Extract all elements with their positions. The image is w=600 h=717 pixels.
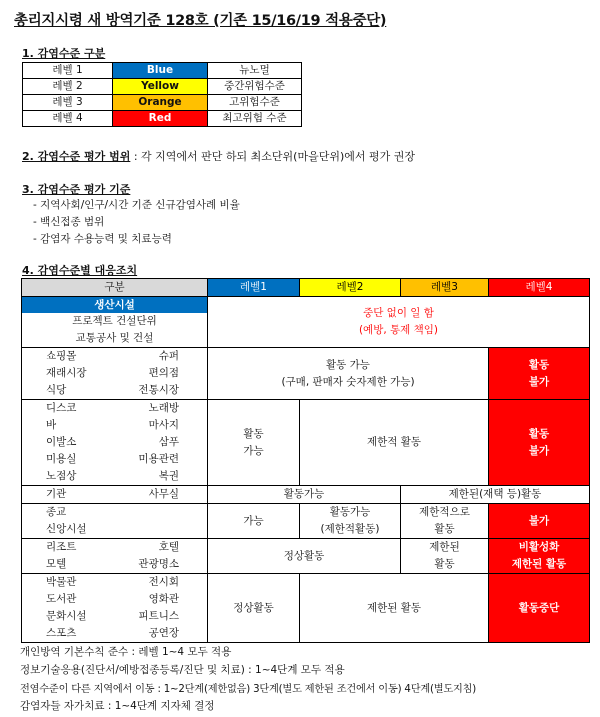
level-color-red: Red: [113, 111, 208, 127]
culture-mid: 제한된 활동: [300, 574, 489, 643]
header-category: 구분: [22, 279, 208, 297]
category-shopping: 쇼핑몰 슈퍼 재래시장 편의점 식당 전통시장: [22, 348, 208, 400]
category-culture: 박물관 전시회 도서관 영화관 문화시설 피트니스 스포츠 공연장: [22, 574, 208, 643]
tourism-level3: 제한된 활동: [401, 539, 489, 574]
level-color-orange: Orange: [113, 95, 208, 111]
table-row: [22, 297, 590, 348]
criteria-item: - 백신접종 범위: [33, 216, 105, 228]
table-header: [22, 279, 590, 297]
culture-level1: 정상활동: [208, 574, 300, 643]
entertainment-level1: 활동 가능: [208, 400, 300, 486]
section1-heading: 1. 감염수준 구분: [22, 47, 106, 60]
section3-heading: 3. 감염수준 평가 기준: [22, 183, 131, 196]
footer-note: 감염자들 자가치료 : 1~4단계 지자체 결정: [20, 700, 215, 712]
footer-note: 정보기술응용(진단서/예방접종등록/진단 및 치료) : 1~4단계 모두 적용: [20, 664, 345, 676]
tourism-level12: 정상활동: [208, 539, 401, 574]
level-desc: 뉴노멀: [208, 63, 302, 79]
category-entertainment: 디스코 노래방 바 마사지 이발소 삼푸 미용실 미용관련 노점상 복권: [22, 400, 208, 486]
header-level2: 레벨2: [300, 279, 401, 297]
level-row-3: [23, 95, 302, 111]
tourism-level4: 비활성화 제한된 활동: [489, 539, 590, 574]
section2-heading: 2. 감염수준 평가 범위: [22, 150, 131, 163]
level-color-yellow: Yellow: [113, 79, 208, 95]
section4-heading: 4. 감염수준별 대응조치: [22, 264, 138, 277]
religion-level4: 불가: [489, 504, 590, 539]
offices-left: 활동가능: [208, 486, 401, 504]
category-religion: 종교 신앙시설: [22, 504, 208, 539]
level-row-2: [23, 79, 302, 95]
religion-level3: 제한적으로 활동: [401, 504, 489, 539]
criteria-item: - 지역사회/인구/시간 기준 신규감염사례 비율: [33, 199, 240, 211]
table-row: [22, 574, 590, 643]
table-row: [22, 486, 590, 504]
level-desc: 중간위험수준: [208, 79, 302, 95]
level-label: 레벨 4: [23, 111, 113, 127]
section2: [22, 148, 415, 164]
category-production: 생산시설 프로젝트 건설단위 교통공사 및 건설: [22, 297, 208, 348]
footer-note: 개인방역 기본수칙 준수 : 레벨 1~4 모두 적용: [20, 646, 232, 658]
entertainment-mid: 제한적 활동: [300, 400, 489, 486]
shopping-level4: 활동 불가: [489, 348, 590, 400]
header-level4: 레벨4: [489, 279, 590, 297]
level-color-blue: Blue: [113, 63, 208, 79]
table-row: [22, 539, 590, 574]
level-label: 레벨 2: [23, 79, 113, 95]
level-table: [22, 62, 302, 127]
culture-level4: 활동중단: [489, 574, 590, 643]
religion-level1: 가능: [208, 504, 300, 539]
table-row: [22, 504, 590, 539]
table-row: [22, 400, 590, 486]
category-offices: 기관 사무실: [22, 486, 208, 504]
response-table: [21, 278, 590, 643]
level-desc: 고위험수준: [208, 95, 302, 111]
religion-level2: 활동가능 (제한적활동): [300, 504, 401, 539]
shopping-status: 활동 가능 (구매, 판매자 숫자제한 가능): [208, 348, 489, 400]
level-row-4: [23, 111, 302, 127]
criteria-item: - 감염자 수용능력 및 치료능력: [33, 233, 172, 245]
production-status: 중단 없이 일 함 (예방, 통제 책임): [208, 297, 590, 348]
footer-note: 전염수준이 다른 지역에서 이동 : 1~2단계(제한없음) 3단계(별도 제한된 조건에서 이동) 4단계(별도지침): [20, 684, 477, 695]
page-title: 총리지시령 새 방역기준 128호 (기존 15/16/19 적용중단): [14, 13, 387, 29]
section2-text: : 각 지역에서 판단 하되 최소단위(마을단위)에서 평가 권장: [130, 150, 416, 163]
level-desc: 최고위험 수준: [208, 111, 302, 127]
offices-right: 제한된(재택 등)활동: [401, 486, 590, 504]
header-level1: 레벨1: [208, 279, 300, 297]
table-row: [22, 348, 590, 400]
category-tourism: 리조트 호텔 모텔 관광명소: [22, 539, 208, 574]
level-row-1: [23, 63, 302, 79]
header-level3: 레벨3: [401, 279, 489, 297]
level-label: 레벨 3: [23, 95, 113, 111]
level-label: 레벨 1: [23, 63, 113, 79]
entertainment-level4: 활동 불가: [489, 400, 590, 486]
